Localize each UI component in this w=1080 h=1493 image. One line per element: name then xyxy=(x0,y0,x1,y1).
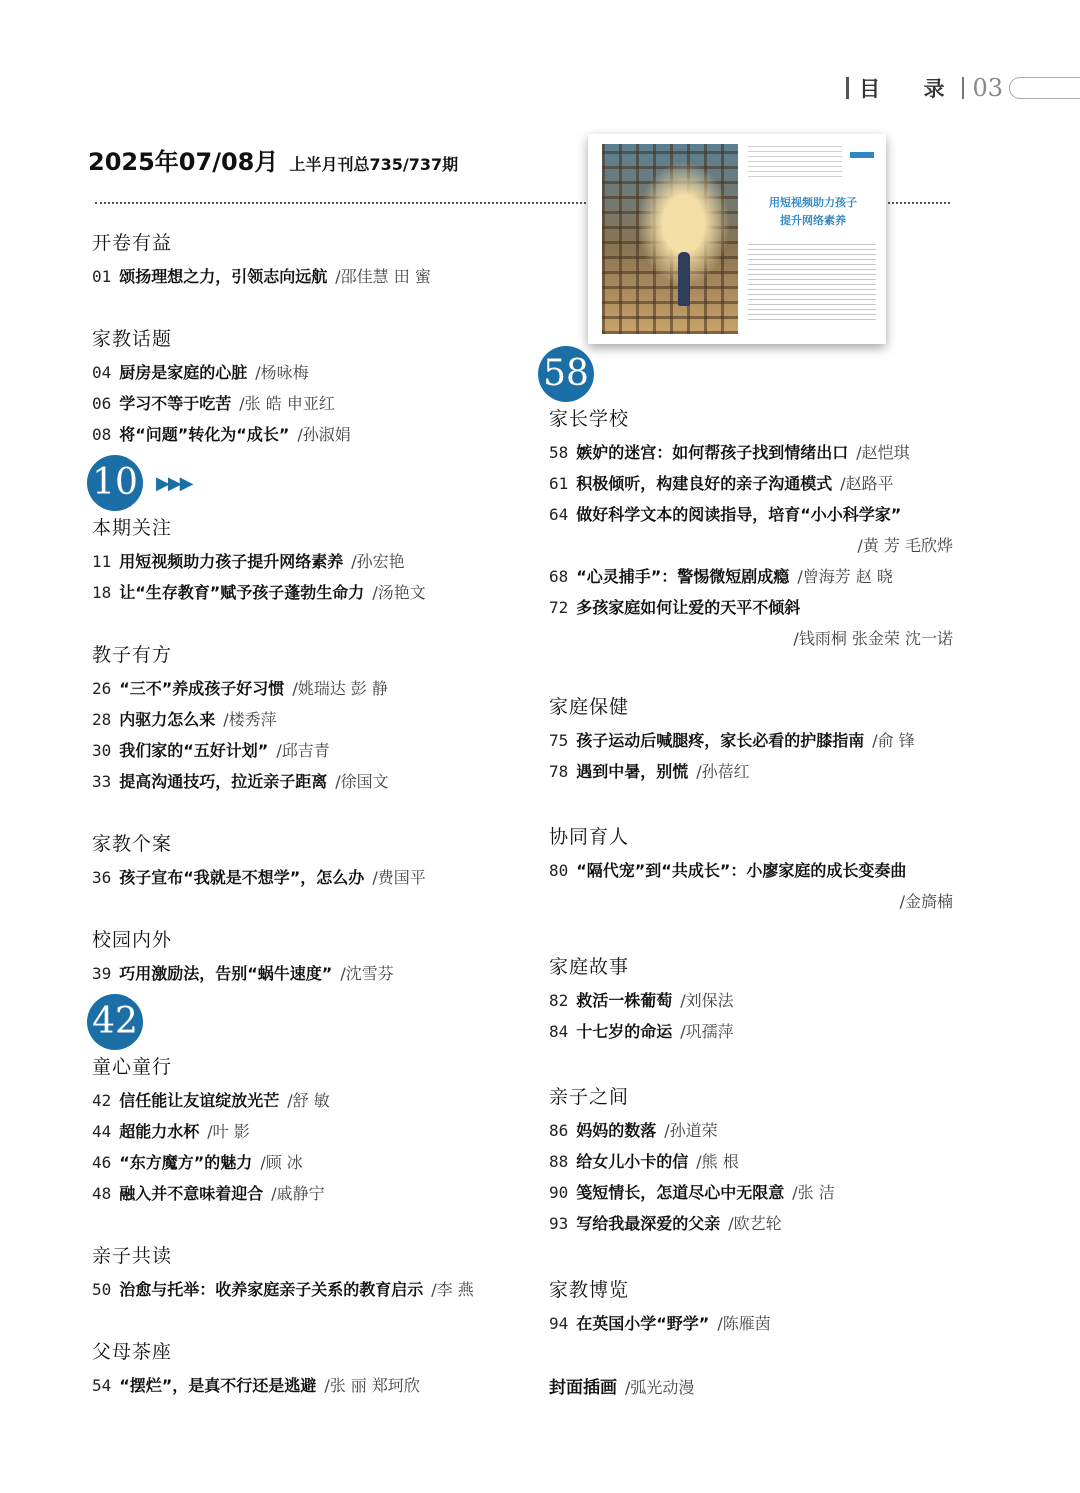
article-title: 融入并不意味着迎合 xyxy=(119,1184,264,1203)
marker-58: 58 xyxy=(538,346,594,402)
section-jiazhang-xuexiao xyxy=(549,407,953,660)
page-num: 64 xyxy=(549,505,569,524)
section-jiaojiao-gean xyxy=(92,832,426,899)
feature-illustration xyxy=(602,144,738,334)
page-num: 94 xyxy=(549,1314,569,1333)
page-number: 03 xyxy=(972,74,1003,102)
article-author: /熊 根 xyxy=(696,1152,739,1171)
toc-item[interactable] xyxy=(549,731,953,751)
section-jiaojiao-bolan xyxy=(549,1278,953,1345)
section-tongxin-tongxing xyxy=(92,1055,330,1215)
article-title: 让“生存教育”赋予孩子蓬勃生命力 xyxy=(119,583,365,602)
article-title: 信任能让友谊绽放光芒 xyxy=(119,1091,280,1110)
toc-item[interactable] xyxy=(92,1122,330,1142)
toc-item[interactable] xyxy=(549,1121,953,1141)
article-author: /邱吉青 xyxy=(276,741,330,760)
article-author: /欧艺轮 xyxy=(728,1214,782,1233)
article-title: 在英国小学“野学” xyxy=(576,1314,710,1333)
article-author: /陈雁茵 xyxy=(717,1314,771,1333)
section-title: 开卷有益 xyxy=(92,232,173,254)
section-title: 父母茶座 xyxy=(92,1341,173,1363)
article-title: 遇到中暑，别慌 xyxy=(576,762,689,781)
toc-item[interactable] xyxy=(549,443,953,463)
page-num: 36 xyxy=(92,868,112,887)
article-title: “东方魔方”的魅力 xyxy=(119,1153,253,1172)
cover-label: 封面插画 xyxy=(549,1378,617,1398)
page-num: 75 xyxy=(549,731,569,750)
toc-item[interactable] xyxy=(549,1183,953,1203)
section-fumu-chazuo xyxy=(92,1340,420,1407)
article-title: 救活一株葡萄 xyxy=(576,991,673,1010)
section-title: 家教话题 xyxy=(92,328,173,350)
article-title: 写给我最深爱的父亲 xyxy=(576,1214,721,1233)
marker-42: 42 xyxy=(87,994,143,1050)
page-num: 84 xyxy=(549,1022,569,1041)
article-author: /孙道荣 xyxy=(664,1121,718,1140)
section-jiaojiao-huati xyxy=(92,327,351,456)
article-author: /张 丽 郑珂欣 xyxy=(324,1376,420,1395)
page-num: 78 xyxy=(549,762,569,781)
toc-item[interactable] xyxy=(549,474,953,494)
toc-item[interactable] xyxy=(92,1376,420,1396)
article-author: /徐国文 xyxy=(335,772,389,791)
article-title: 笺短情长，怎道尽心中无限意 xyxy=(576,1183,785,1202)
article-title: 做好科学文本的阅读指导，培育“小小科学家” xyxy=(576,505,902,524)
header-divider xyxy=(846,77,849,99)
article-author: /楼秀萍 xyxy=(223,710,277,729)
section-xietong-yuren xyxy=(549,825,953,923)
article-author: /舒 敏 xyxy=(287,1091,330,1110)
page-num: 39 xyxy=(92,964,112,983)
article-author: /杨咏梅 xyxy=(255,363,309,382)
section-jiating-baojian xyxy=(549,695,953,793)
page-num: 04 xyxy=(92,363,112,382)
section-tag xyxy=(850,152,874,158)
page-num: 06 xyxy=(92,394,112,413)
header-tab xyxy=(1009,77,1080,99)
header-divider xyxy=(962,77,964,99)
toc-item[interactable] xyxy=(92,425,351,445)
page-num: 01 xyxy=(92,267,112,286)
section-jiaozi-youfang xyxy=(92,643,389,803)
page-num: 86 xyxy=(549,1121,569,1140)
toc-item[interactable] xyxy=(92,679,389,699)
article-title: 我们家的“五好计划” xyxy=(119,741,269,760)
article-author: /刘保法 xyxy=(680,991,734,1010)
article-author: /孙淑娟 xyxy=(297,425,351,444)
arrow-icon: ▶▶▶ xyxy=(156,473,192,494)
article-author: /费国平 xyxy=(372,868,426,887)
article-author: /顾 冰 xyxy=(260,1153,303,1172)
page-num: 46 xyxy=(92,1153,112,1172)
issue-line xyxy=(88,142,458,177)
text-lines xyxy=(748,244,876,324)
article-title: 十七岁的命运 xyxy=(576,1022,673,1041)
marker-10: 10 xyxy=(87,455,143,511)
toc-item[interactable] xyxy=(92,710,389,730)
article-title: 巧用激励法，告别“蜗牛速度” xyxy=(119,964,333,983)
section-title: 家教博览 xyxy=(549,1279,630,1301)
cover-credit xyxy=(549,1373,694,1398)
page-num: 18 xyxy=(92,583,112,602)
page-num: 08 xyxy=(92,425,112,444)
toc-item[interactable] xyxy=(549,505,953,525)
section-qinzi-gongdu xyxy=(92,1244,474,1311)
page-num: 26 xyxy=(92,679,112,698)
article-title: 内驱力怎么来 xyxy=(119,710,216,729)
article-title: “心灵捕手”：警惕微短剧成瘾 xyxy=(576,567,790,586)
toc-item[interactable] xyxy=(92,267,431,287)
article-title: 超能力水杯 xyxy=(119,1122,200,1141)
section-title: 本期关注 xyxy=(92,517,173,539)
boy-figure xyxy=(678,252,690,306)
article-title: 学习不等于吃苦 xyxy=(119,394,232,413)
page-num: 48 xyxy=(92,1184,112,1203)
thumb-title-line1: 用短视频助力孩子 xyxy=(769,196,857,209)
toc-item[interactable] xyxy=(92,1280,474,1300)
section-title: 家教个案 xyxy=(92,833,173,855)
article-title: 嫉妒的迷宫：如何帮孩子找到情绪出口 xyxy=(576,443,849,462)
thumb-title-line2: 提升网络素养 xyxy=(780,214,846,227)
article-title: “摆烂”，是真不行还是逃避 xyxy=(119,1376,317,1395)
article-author: /俞 锋 xyxy=(872,731,915,750)
toc-item[interactable] xyxy=(92,964,394,984)
article-author: /邵佳慧 田 蜜 xyxy=(335,267,431,286)
page-num: 54 xyxy=(92,1376,112,1395)
toc-item[interactable] xyxy=(549,991,953,1011)
article-title: 厨房是家庭的心脏 xyxy=(119,363,248,382)
article-title: 积极倾听，构建良好的亲子沟通模式 xyxy=(576,474,833,493)
article-title: 多孩家庭如何让爱的天平不倾斜 xyxy=(576,598,801,617)
section-title: 校园内外 xyxy=(92,929,173,951)
toc-item[interactable] xyxy=(92,394,351,414)
page-num: 30 xyxy=(92,741,112,760)
page-num: 28 xyxy=(92,710,112,729)
article-author: /赵路平 xyxy=(840,474,894,493)
thumb-title xyxy=(752,194,874,228)
article-author: /姚瑞达 彭 静 xyxy=(292,679,388,698)
article-title: 用短视频助力孩子提升网络素养 xyxy=(119,552,344,571)
section-benqi-guanzhu xyxy=(92,516,426,614)
page-num: 58 xyxy=(549,443,569,462)
feature-thumbnail xyxy=(588,134,886,344)
toc-item[interactable] xyxy=(549,762,953,782)
page-num: 11 xyxy=(92,552,112,571)
section-title: 协同育人 xyxy=(549,826,630,848)
toc-item[interactable] xyxy=(549,567,953,587)
article-author: /黄 芳 毛欣烨 xyxy=(857,536,953,555)
article-title: 治愈与托举：收养家庭亲子关系的教育启示 xyxy=(119,1280,424,1299)
article-title: “隔代宠”到“共成长”：小廖家庭的成长变奏曲 xyxy=(576,861,907,880)
section-title: 童心童行 xyxy=(92,1056,173,1078)
article-title: 孩子宣布“我就是不想学”，怎么办 xyxy=(119,868,365,887)
toc-item[interactable] xyxy=(549,1214,953,1234)
section-jiating-gushi xyxy=(549,955,953,1053)
toc-item[interactable] xyxy=(549,1022,953,1042)
page-header xyxy=(846,74,1080,102)
page-num: 44 xyxy=(92,1122,112,1141)
article-title: 给女儿小卡的信 xyxy=(576,1152,689,1171)
article-author: /李 燕 xyxy=(431,1280,474,1299)
article-title: 将“问题”转化为“成长” xyxy=(119,425,290,444)
article-title: 妈妈的数落 xyxy=(576,1121,657,1140)
section-title: 家长学校 xyxy=(549,408,630,430)
text-lines xyxy=(748,146,842,178)
page-num: 82 xyxy=(549,991,569,1010)
section-title: 教子有方 xyxy=(92,644,173,666)
section-xiaoyuan-neiwai xyxy=(92,928,394,995)
article-title: 孩子运动后喊腿疼，家长必看的护膝指南 xyxy=(576,731,865,750)
page-num: 50 xyxy=(92,1280,112,1299)
page-num: 93 xyxy=(549,1214,569,1233)
page-num: 33 xyxy=(92,772,112,791)
article-author: /钱雨桐 张金荣 沈一诺 xyxy=(793,629,953,648)
article-author: /孙蓓红 xyxy=(696,762,750,781)
toc-item[interactable] xyxy=(92,868,426,888)
section-title: 家庭保健 xyxy=(549,696,630,718)
section-qinzi-zhijian xyxy=(549,1085,953,1245)
article-author: /张 洁 xyxy=(792,1183,835,1202)
header-title: 目 录 xyxy=(859,77,963,101)
article-author: /叶 影 xyxy=(207,1122,250,1141)
toc-item[interactable] xyxy=(549,1314,953,1334)
toc-item[interactable] xyxy=(92,552,426,572)
article-title: 提高沟通技巧，拉近亲子距离 xyxy=(119,772,328,791)
page-num: 61 xyxy=(549,474,569,493)
issue-date: 2025年07/08月 xyxy=(88,148,279,176)
toc-item[interactable] xyxy=(549,598,953,618)
page-num: 68 xyxy=(549,567,569,586)
toc-item[interactable] xyxy=(92,1091,330,1111)
section-title: 家庭故事 xyxy=(549,956,630,978)
page-num: 72 xyxy=(549,598,569,617)
toc-item[interactable] xyxy=(92,363,351,383)
toc-item[interactable] xyxy=(92,772,389,792)
section-title: 亲子共读 xyxy=(92,1245,173,1267)
article-title: “三不”养成孩子好习惯 xyxy=(119,679,285,698)
article-author: /张 皓 申亚红 xyxy=(239,394,335,413)
issue-number: 上半月刊总735/737期 xyxy=(289,155,459,174)
toc-item[interactable] xyxy=(92,1153,330,1173)
toc-item[interactable] xyxy=(549,861,953,881)
page-num: 88 xyxy=(549,1152,569,1171)
article-author: /孙宏艳 xyxy=(351,552,405,571)
article-author: /沈雪芬 xyxy=(340,964,394,983)
page-num: 80 xyxy=(549,861,569,880)
article-author: /赵恺琪 xyxy=(856,443,910,462)
toc-item[interactable] xyxy=(92,1184,330,1204)
article-author: /曾海芳 赵 晓 xyxy=(797,567,893,586)
article-author: /汤艳文 xyxy=(372,583,426,602)
section-kaijuan xyxy=(92,231,431,298)
article-title: 颂扬理想之力，引领志向远航 xyxy=(119,267,328,286)
cover-author: /弧光动漫 xyxy=(625,1378,695,1397)
page-num: 42 xyxy=(92,1091,112,1110)
page-num: 90 xyxy=(549,1183,569,1202)
section-title: 亲子之间 xyxy=(549,1086,630,1108)
article-author: /戚静宁 xyxy=(271,1184,325,1203)
toc-item[interactable] xyxy=(92,741,389,761)
toc-item[interactable] xyxy=(549,1152,953,1172)
article-author: /金旖楠 xyxy=(899,892,953,911)
article-author: /巩孺萍 xyxy=(680,1022,734,1041)
toc-item[interactable] xyxy=(92,583,426,603)
